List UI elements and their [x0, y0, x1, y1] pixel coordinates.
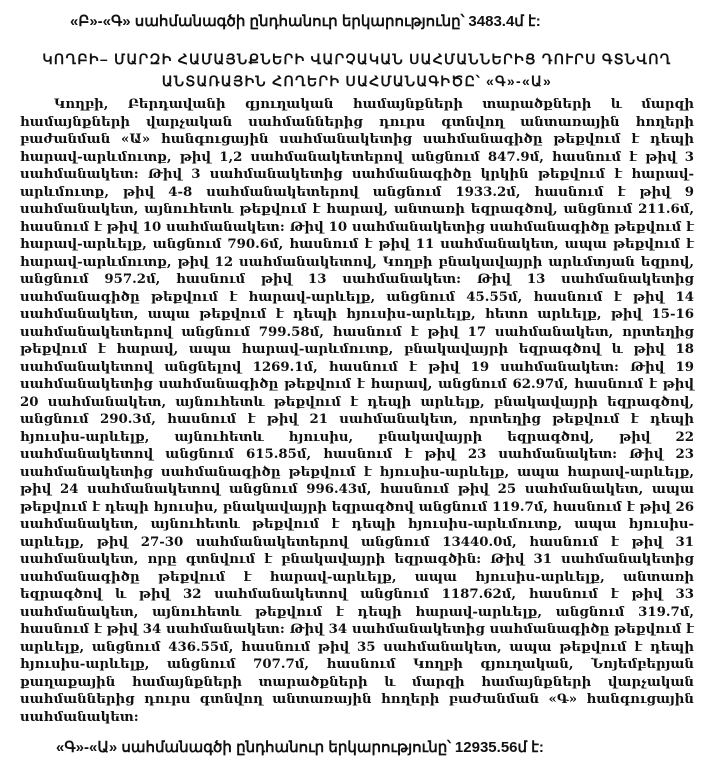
heading-line-2: ԱՆՏԱՌԱՅԻՆ ՀՈՂԵՐԻ ՍԱՀՄԱՆԱԳԻԾԸ՝ «Գ»-«Ա»: [161, 73, 553, 89]
top-length-summary: «Բ»-«Գ» սահմանագծի ընդհանուր երկարությունը՝ 3483.4մ է:: [70, 13, 541, 30]
heading-line-1: ԿՈՂԲԻ– ՄԱՐԶԻ ՀԱՄԱՅՆՔՆԵՐԻ ՎԱՐՉԱԿԱՆ ՍԱՀՄԱՆՆԵՐԻՑ ԴՈՒՐՍ ԳՏՆՎՈՂ: [42, 51, 672, 67]
bottom-length-summary: «Գ»-«Ա» սահմանագծի ընդհանուր երկարությունը՝ 12935.56մ է:: [56, 739, 544, 756]
boundary-description-paragraph: Կողբի, Բերդավանի գյուղական համայնքների տարածքների և մարզի համայնքների վարչական սահմաններից դուրս գտնվող անտառային հողերի բաժանման «Ա» հանգուցային սահմանակետից սահմանագիծը թեքվում է դեպի հարավ-արևմուտք, թիվ 1,2 սահմանակետերով անցնում 847.9մ, հասնում է թիվ 3 սահմանակետ: Թիվ 3 սահմանակետից սահմանագիծը կրկին թեքվում է հարավ-արևմուտք, թիվ 4-8 սահմանակետերով անցնում 1933.2մ, հասնում է թիվ 9 սահմանակետ, այնուհետև թեքվում է հարավ, անտառի եզրագծով, անցնում 211.6մ, հասնում է թիվ 10 սահմանակետ: Թիվ 10 սահմանակետից սահմանագիծը թեքվում է հարավ-արևելք, անցնում 790.6մ, հասնում է թիվ 11 սահմանակետ, ապա թեքվում է հարավ-արևմուտք, թիվ 12 սահմանակետով, Կողբի բնակավայրի արևմտյան եզրով, անցնում 957.2մ, հասնում թիվ 13 սահմանակետ: Թիվ 13 սահմանակետից սահմանագիծը թեքվում է հարավ-արևելք, անցնում 45.55մ, հասնում է թիվ 14 սահմանակետ, ապա թեքվում է դեպի հյուսիս-արևելք, հետո արևելք, թիվ 15-16 սահմանակետերով անցնում 799.58մ, հասնում է թիվ 17 սահմանակետ, որտեղից թեքվում է հարավ, ապա հարավ-արևմուտք, բնակավայրի եզրագծով և թիվ 18 սահմանակետով անցնելով 1269.1մ, հասնում է թիվ 19 սահմանակետ: Թիվ 19 սահմանակետից սահմանագիծը թեքվում է հարավ, անցնում 62.97մ, հասնում է թիվ 20 սահմանակետ, այնուհետև թեքվում է դեպի արևելք, բնակավայրի եզրագծով, անցնում 290.3մ, հասնում է թիվ 21 սահմանակետ, որտեղից թեքվում է դեպի հյուսիս-արևելք, այնուհետև հյուսիս, բնակավայրի եզրագծով, թիվ 22 սահմանակետով անցնում 615.85մ, հասնում է թիվ 23 սահմանակետ: Թիվ 23 սահմանակետից սահմանագիծը թեքվում է հյուսիս-արևելք, ապա հարավ-արևելք, թիվ 24 սահմանակետով անցնում 996.43մ, հասնում թիվ 25 սահմանակետ, ապա թեքվում է դեպի հյուսիս, բնակավայրի եզրագծով անցնում 119.7մ, հասնում է թիվ 26 սահմանակետ, այնուհետև թեքվում է դեպի հյուսիս-արևմուտք, ապա հյուսիս-արևելք, թիվ 27-30 սահմանակետերով անցնում 13440.0մ, հասնում է թիվ 31 սահմանակետ, որը գտնվում է բնակավայրի եզրագծին: Թիվ 31 սահմանակետից սահմանագիծը թեքվում է հարավ-արևելք, ապա հյուսիս-արևելք, անտառի եզրագծով և թիվ 32 սահմանակետով անցնում 1187.62մ, հասնում է թիվ 33 սահմանակետ, այնուհետև թեքվում է դեպի հարավ-արևելք, անցնում 319.7մ, հասնում է թիվ 34 սահմանակետ: Թիվ 34 սահմանակետից սահմանագիծը թեքվում է արևելք, անցնում 436.55մ, հասնում թիվ 35 սահմանակետ, ապա թեքվում է դեպի հյուսիս-արևելք, անցնում 707.7մ, հասնում Կողբի գյուղական, Նոյեմբերյան քաղաքային համայնքների տարածքների և մարզի համայնքների վարչական սահմաններից դուրս գտնվող անտառային հողերի բաժանման «Գ» հանգուցային սահմանակետ:: [20, 97, 694, 725]
section-heading: [20, 48, 694, 92]
